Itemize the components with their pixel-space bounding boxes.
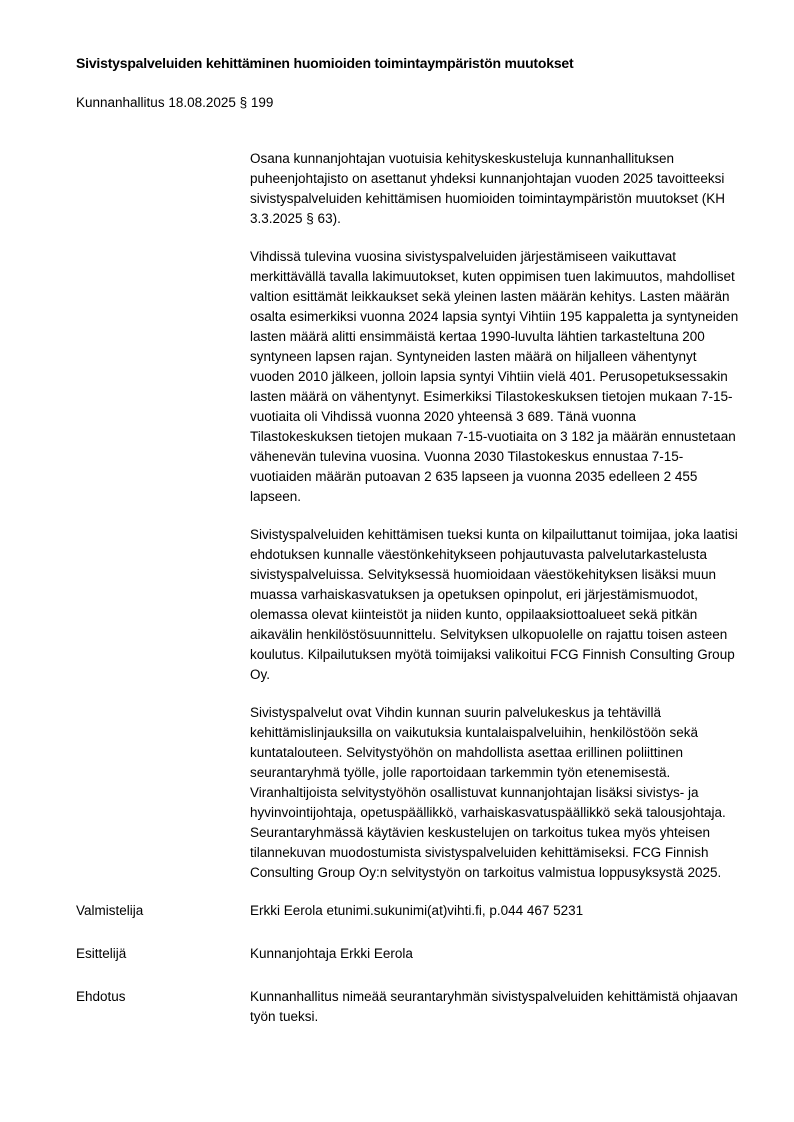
paragraph-intro: Osana kunnanjohtajan vuotuisia kehityskeskusteluja kunnanhallituksen puheenjohtajisto on asettanut yhdeksi kunnanjohtajan vuoden 2025 tavoitteeksi sivistyspalveluiden kehittämisen huomioiden toimintaympäristön muutokset (KH 3.3.2025 § 63).: [250, 151, 725, 226]
field-value-presenter: Kunnanjohtaja Erkki Eerola: [250, 946, 413, 961]
committee-meeting-line: Kunnanhallitus 18.08.2025 § 199: [76, 95, 274, 110]
footer-fields: [76, 901, 738, 1027]
field-label-esittelija: Esittelijä: [76, 946, 127, 961]
field-label-valmistelija: Valmistelija: [76, 903, 144, 918]
field-row-ehdotus: [76, 987, 738, 1027]
body-text-block: [250, 149, 742, 883]
field-value-preparer-contact: Erkki Eerola etunimi.sukunimi(at)vihti.fi, p.044 467 5231: [250, 903, 584, 918]
paragraph-steering-group: Sivistyspalvelut ovat Vihdin kunnan suurin palvelukeskus ja tehtävillä kehittämislinjauksilla on vaikutuksia kuntalaispalveluihin, henkilöstöön sekä kuntatalouteen. Selvitystyöhön on mahdollista asettaa erillinen poliittinen seurantaryhmä työlle, jolle raportoidaan tarkemmin työn etenemisestä. Viranhaltijoista selvitystyöhön osallistuvat kunnanjohtajan lisäksi sivistys- ja hyvinvointijohtaja, opetuspäällikkö, varhaiskasvatuspäällikkö sekä talousjohtaja. Seurantaryhmässä käytävien keskustelujen on tarkoitus tukea myös yhteisen tilannekuvan muodostumista sivistyspalveluiden kehittämiseksi. FCG Finnish Consulting Group Oy:n selvitystyön on tarkoitus valmistua loppusyksystä 2025.: [250, 705, 726, 880]
field-row-esittelija: [76, 944, 738, 964]
field-label-ehdotus: Ehdotus: [76, 989, 126, 1004]
paragraph-population-trends: Vihdissä tulevina vuosina sivistyspalveluiden järjestämiseen vaikuttavat merkittävällä tavalla lakimuutokset, kuten oppimisen tuen lakimuutos, mahdolliset valtion esittämät leikkaukset sekä yleinen lasten määrän kehitys. Lasten määrän osalta esimerkiksi vuonna 2024 lapsia syntyi Vihtiin 195 kappaletta ja syntyneiden lasten määrä alitti ensimmäistä kertaa 1990-luvulta lähtien tarkasteltuna 200 syntyneen lapsen rajan. Syntyneiden lasten määrä on hiljalleen vähentynyt vuoden 2010 jälkeen, jolloin lapsia syntyi Vihtiin vielä 401. Perusopetuksessakin lasten määrä on vähentynyt. Esimerkiksi Tilastokeskuksen tietojen mukaan 7-15-vuotiaita oli Vihdissä vuonna 2020 yhteensä 3 689. Tänä vuonna Tilastokeskuksen tietojen mukaan 7-15-vuotiaita on 3 182 ja määrän ennustetaan vähenevän tulevina vuosina. Vuonna 2030 Tilastokeskus ennustaa 7-15-vuotiaiden määrän putoavan 2 635 lapseen ja vuonna 2035 edelleen 2 455 lapseen.: [250, 249, 739, 504]
field-row-valmistelija: [76, 901, 738, 921]
page-title: Sivistyspalveluiden kehittäminen huomioiden toimintaympäristön muutokset: [76, 55, 574, 71]
paragraph-procurement: Sivistyspalveluiden kehittämisen tueksi kunta on kilpailuttanut toimijaa, joka laatisi ehdotuksen kunnalle väestönkehitykseen pohjautuvasta palvelutarkastelusta sivistyspalveluissa. Selvityksessä huomioidaan väestökehityksen lisäksi muun muassa varhaiskasvatuksen ja opetuksen opinpolut, eri järjestämismuodot, olemassa olevat kiinteistöt ja niiden kunto, oppilaaksiottoalueet sekä pitkän aikavälin henkilöstösuunnittelu. Selvityksen ulkopuolelle on rajattu toisen asteen koulutus. Kilpailutuksen myötä toimijaksi valikoitui FCG Finnish Consulting Group Oy.: [250, 527, 738, 682]
field-value-proposal: Kunnanhallitus nimeää seurantaryhmän sivistyspalveluiden kehittämistä ohjaavan työn tueksi.: [250, 989, 738, 1024]
